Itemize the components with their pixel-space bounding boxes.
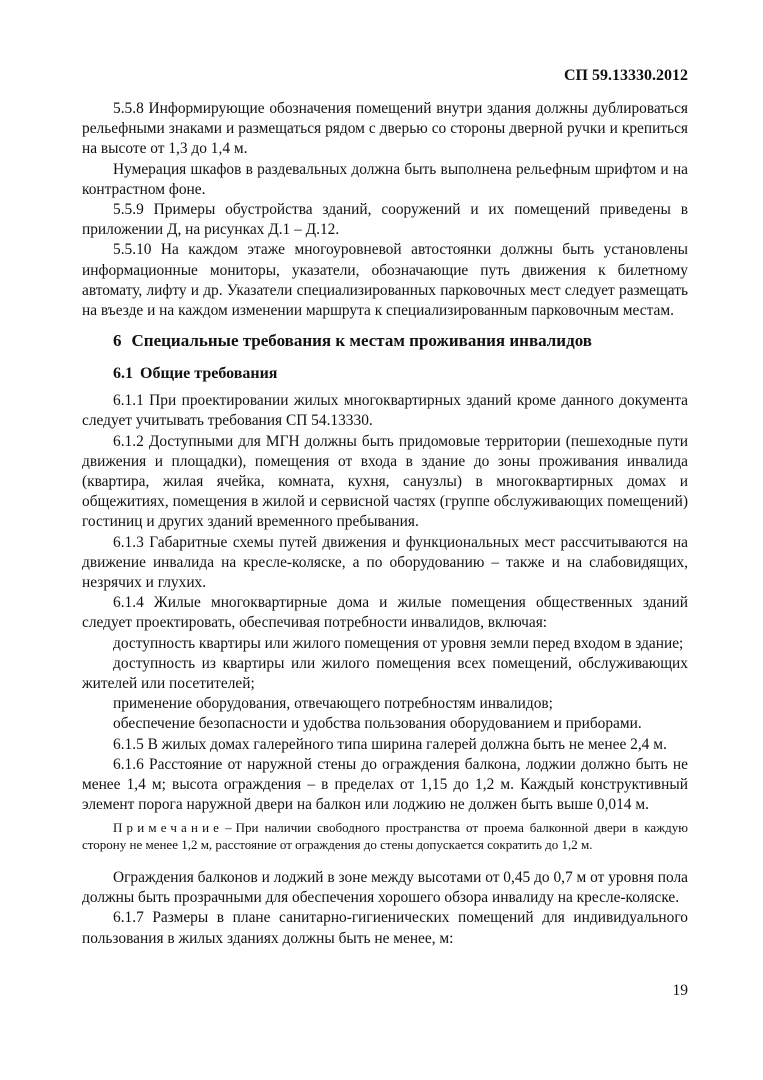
section-6-heading bbox=[82, 330, 688, 351]
paragraph-6-1-4: 6.1.4 Жилые многоквартирные дома и жилые помещения общественных зданий следует проектировать, обеспечивая потребности инвалидов, включая: bbox=[82, 594, 688, 632]
section-number: 6 bbox=[113, 331, 122, 351]
paragraph-6-1-2: 6.1.2 Доступными для МГН должны быть придомовые территории (пешеходные пути движения и площадки), помещения от входа в здание до зоны проживания инвалида (квартира, жилая ячейка, комната, кухня, санузлы) в многоквартирных домах и общежитиях, помещения в жилой и сервисной частях (группе обслуживающих помещений) гостиниц и других зданий временного пребывания. bbox=[82, 432, 688, 531]
document-code-header: СП 59.13330.2012 bbox=[564, 67, 688, 84]
subsection-number: 6.1 bbox=[113, 365, 133, 383]
list-item-safety: обеспечение безопасности и удобства пользования оборудованием и приборами. bbox=[113, 715, 642, 733]
list-item-access-from-ground: доступность квартиры или жилого помещения от уровня земли перед входом в здание; bbox=[113, 634, 684, 652]
paragraph-locker-numbering: Нумерация шкафов в раздевальных должна быть выполнена рельефным шрифтом и на контрастном фоне. bbox=[82, 160, 688, 198]
section-6-1-heading bbox=[82, 364, 688, 384]
paragraph-5-5-8: 5.5.8 Информирующие обозначения помещений внутри здания должны дублироваться рельефными знаками и размещаться рядом с дверью со стороны дверной ручки и крепиться на высоте от 1,3 до 1,4 м. bbox=[82, 100, 688, 158]
paragraph-5-5-10: 5.5.10 На каждом этаже многоуровневой автостоянки должны быть установлены информационные мониторы, указатели, обозначающие путь движения к билетному автомату, лифту и др. Указатели специализированных парковочных мест следует размещать на въезде и на каждом изменении маршрута к специализированным парковочным местам. bbox=[82, 241, 688, 320]
section-title: Специальные требования к местам проживания инвалидов bbox=[131, 331, 592, 351]
note-dash: – bbox=[225, 819, 232, 835]
list-item-access-from-apartment: доступность из квартиры или жилого помещения всех помещений, обслуживающих жителей или посетителей; bbox=[82, 654, 688, 693]
paragraph-5-5-9: 5.5.9 Примеры обустройства зданий, сооружений и их помещений приведены в приложении Д, на рисунках Д.1 – Д.12. bbox=[82, 201, 688, 239]
paragraph-6-1-5: 6.1.5 В жилых домах галерейного типа ширина галерей должна быть не менее 2,4 м. bbox=[113, 735, 667, 753]
paragraph-6-1-3: 6.1.3 Габаритные схемы путей движения и функциональных мест рассчитываются на движение инвалида на кресле-коляске, а по оборудованию – также и на слабовидящих, незрячих и глухих. bbox=[82, 533, 688, 592]
list-item-equipment: применение оборудования, отвечающего потребностям инвалидов; bbox=[113, 695, 553, 713]
page-content bbox=[82, 66, 688, 949]
note-text: При наличии свободного пространства от проема балконной двери в каждую сторону не менее 1,2 м, расстояние от ограждения до стены допускается сократить до 1,2 м. bbox=[82, 819, 688, 852]
note-remark bbox=[82, 819, 688, 853]
paragraph-6-1-7: 6.1.7 Размеры в плане санитарно-гигиенических помещений для индивидуального пользования в жилых зданиях должны быть не менее, м: bbox=[82, 909, 688, 947]
paragraph-6-1-1: 6.1.1 При проектировании жилых многоквартирных зданий кроме данного документа следует учитывать требования СП 54.13330. bbox=[82, 392, 688, 430]
paragraph-balcony-railings: Ограждения балконов и лоджий в зоне между высотами от 0,45 до 0,7 м от уровня пола должны быть прозрачными для обеспечения хорошего обзора инвалиду на кресле-коляске. bbox=[82, 868, 688, 907]
note-label: Примечание bbox=[113, 819, 224, 835]
page-number: 19 bbox=[672, 982, 688, 999]
subsection-title: Общие требования bbox=[140, 365, 278, 383]
paragraph-6-1-6: 6.1.6 Расстояние от наружной стены до ограждения балкона, лоджии должно быть не менее 1,4 м; высота ограждения – в пределах от 1,15 до 1,2 м. Каждый конструктивный элемент порога наружной двери на балкон или лоджию не должен быть выше 0,014 м. bbox=[82, 755, 688, 814]
